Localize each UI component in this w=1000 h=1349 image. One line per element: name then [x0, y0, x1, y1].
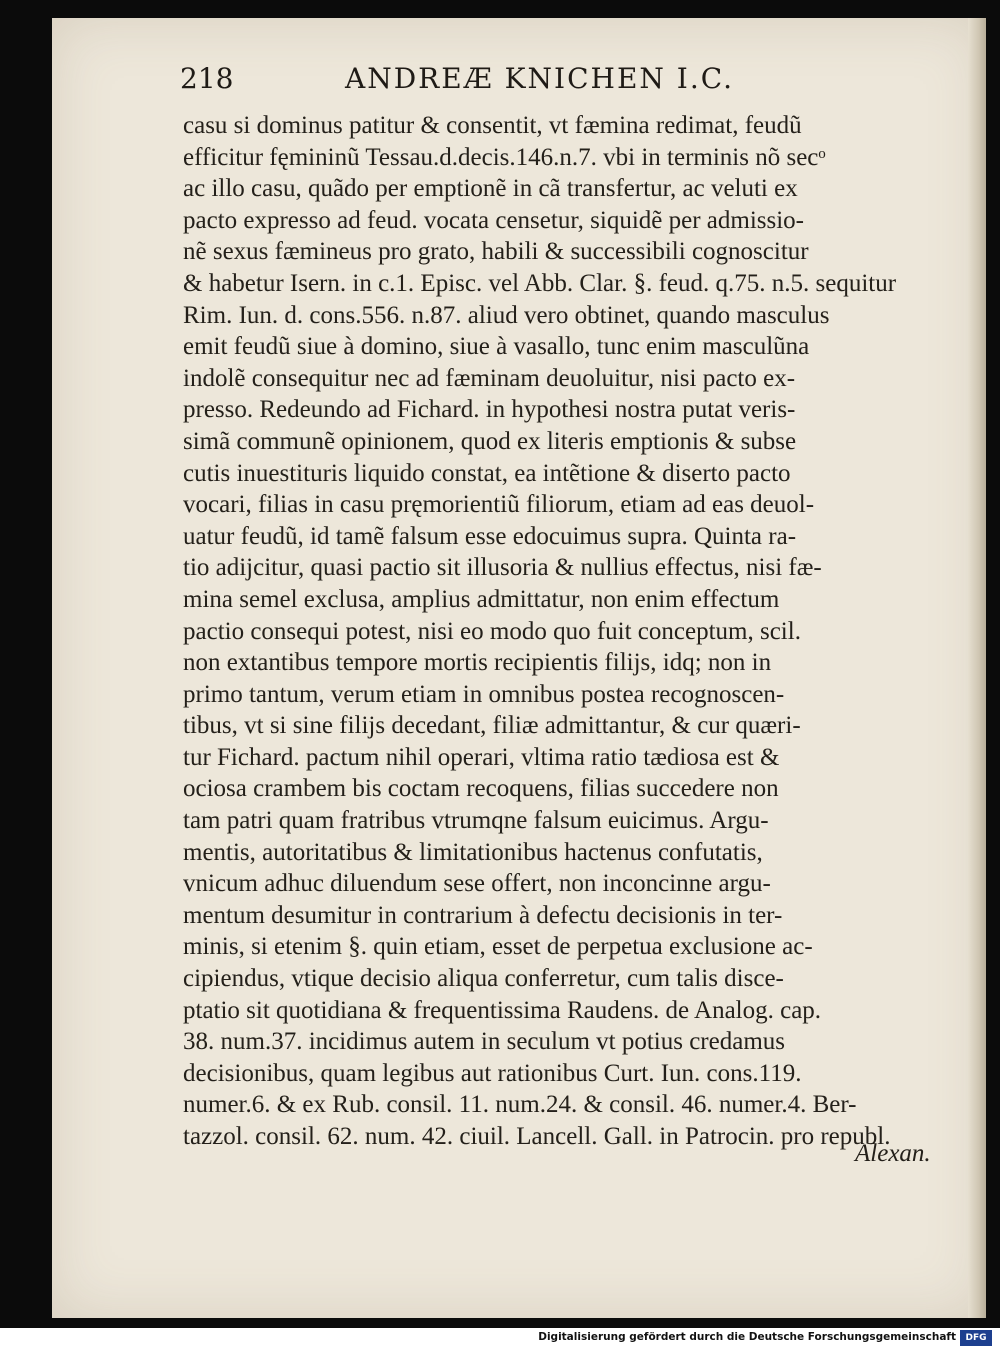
- page-edge: [968, 18, 986, 1318]
- text-line: pactio consequi potest, nisi eo modo quo fuit conceptum, scil.: [183, 617, 801, 645]
- text-line: uatur feudũ, id tamẽ falsum esse edocuimus supra. Quinta ra-: [183, 522, 797, 550]
- text-line: tazzol. consil. 62. num. 42. ciuil. Lancell. Gall. in Patrocin. pro republ.: [183, 1123, 891, 1150]
- text-line: tio adijcitur, quasi pactio sit illusoria & nullius effectus, nisi fæ-: [183, 554, 822, 582]
- text-line: tibus, vt si sine filijs decedant, filiæ admittantur, & cur quæri-: [183, 712, 801, 740]
- text-line: emit feudũ siue à domino, siue à vasallo, tunc enim masculũna: [183, 333, 810, 361]
- running-head: [180, 62, 900, 112]
- text-line: indolẽ consequitur nec ad fæminam deuoluitur, nisi pacto ex-: [183, 364, 796, 392]
- text-line: minis, si etenim §. quin etiam, esset de perpetua exclusione ac-: [183, 933, 813, 961]
- text-line: mentis, autoritatibus & limitationibus hactenus confutatis,: [183, 838, 763, 866]
- page-number: 218: [180, 62, 234, 95]
- text-line: & habetur Isern. in c.1. Episc. vel Abb. Clar. §. feud. q.75. n.5. sequitur: [183, 269, 897, 297]
- text-line: cutis inuestituris liquido constat, ea intẽtione & diserto pacto: [183, 459, 791, 487]
- text-line: cipiendus, vtique decisio aliqua conferretur, cum talis disce-: [183, 965, 784, 993]
- text-line: ptatio sit quotidiana & frequentissima Raudens. de Analog. cap.: [183, 996, 822, 1024]
- text-line: mentum desumitur in contrarium à defectu decisionis in ter-: [183, 901, 783, 929]
- header-title: ANDREÆ KNICHEN I.C.: [345, 62, 735, 95]
- text-line: Rim. Iun. d. cons.556. n.87. aliud vero obtinet, quando masculus: [183, 301, 830, 329]
- text-line: tam patri quam fratribus vtrumqne falsum euicimus. Argu-: [183, 807, 769, 835]
- text-line: efficitur fęmininũ Tessau.d.decis.146.n.7. vbi in terminis nõ secᵒ: [183, 143, 826, 171]
- text-line: ac illo casu, quãdo per emptionẽ in cã transfertur, ac veluti ex: [183, 175, 798, 203]
- catchword: Alexan.: [855, 1140, 931, 1167]
- text-line: non extantibus tempore mortis recipientis filijs, idq; non in: [183, 649, 772, 677]
- footer-bar: [0, 1328, 1000, 1349]
- text-line: casu si dominus patitur & consentit, vt fæmina redimat, feudũ: [183, 112, 802, 139]
- body-text: [183, 110, 903, 1153]
- text-line: tur Fichard. pactum nihil operari, vltima ratio tædiosa est &: [183, 743, 780, 771]
- text-line: pacto expresso ad feud. vocata censetur, siquidẽ per admissio-: [183, 206, 805, 234]
- dfg-logo: DFG: [960, 1330, 992, 1346]
- funding-credit: Digitalisierung gefördert durch die Deutsche Forschungsgemeinschaft: [538, 1331, 956, 1343]
- text-line: nẽ sexus fæmineus pro grato, habili & successibili cognoscitur: [183, 238, 809, 266]
- text-line: ociosa crambem bis coctam recoquens, filias succedere non: [183, 775, 779, 803]
- text-line: vocari, filias in casu pręmorientiũ filiorum, etiam ad eas deuol-: [183, 491, 815, 519]
- text-line: presso. Redeundo ad Fichard. in hypothesi nostra putat veris-: [183, 396, 796, 424]
- text-line: mina semel exclusa, amplius admittatur, non enim effectum: [183, 585, 780, 613]
- text-line: numer.6. & ex Rub. consil. 11. num.24. & consil. 46. numer.4. Ber-: [183, 1091, 857, 1119]
- text-line: simã communẽ opinionem, quod ex literis emptionis & subse: [183, 427, 797, 455]
- text-line: vnicum adhuc diluendum sese offert, non inconcinne argu-: [183, 870, 771, 898]
- text-line: primo tantum, verum etiam in omnibus postea recognoscen-: [183, 680, 785, 708]
- text-line: decisionibus, quam legibus aut rationibus Curt. Iun. cons.119.: [183, 1059, 802, 1087]
- text-line: 38. num.37. incidimus autem in seculum vt potius credamus: [183, 1028, 786, 1056]
